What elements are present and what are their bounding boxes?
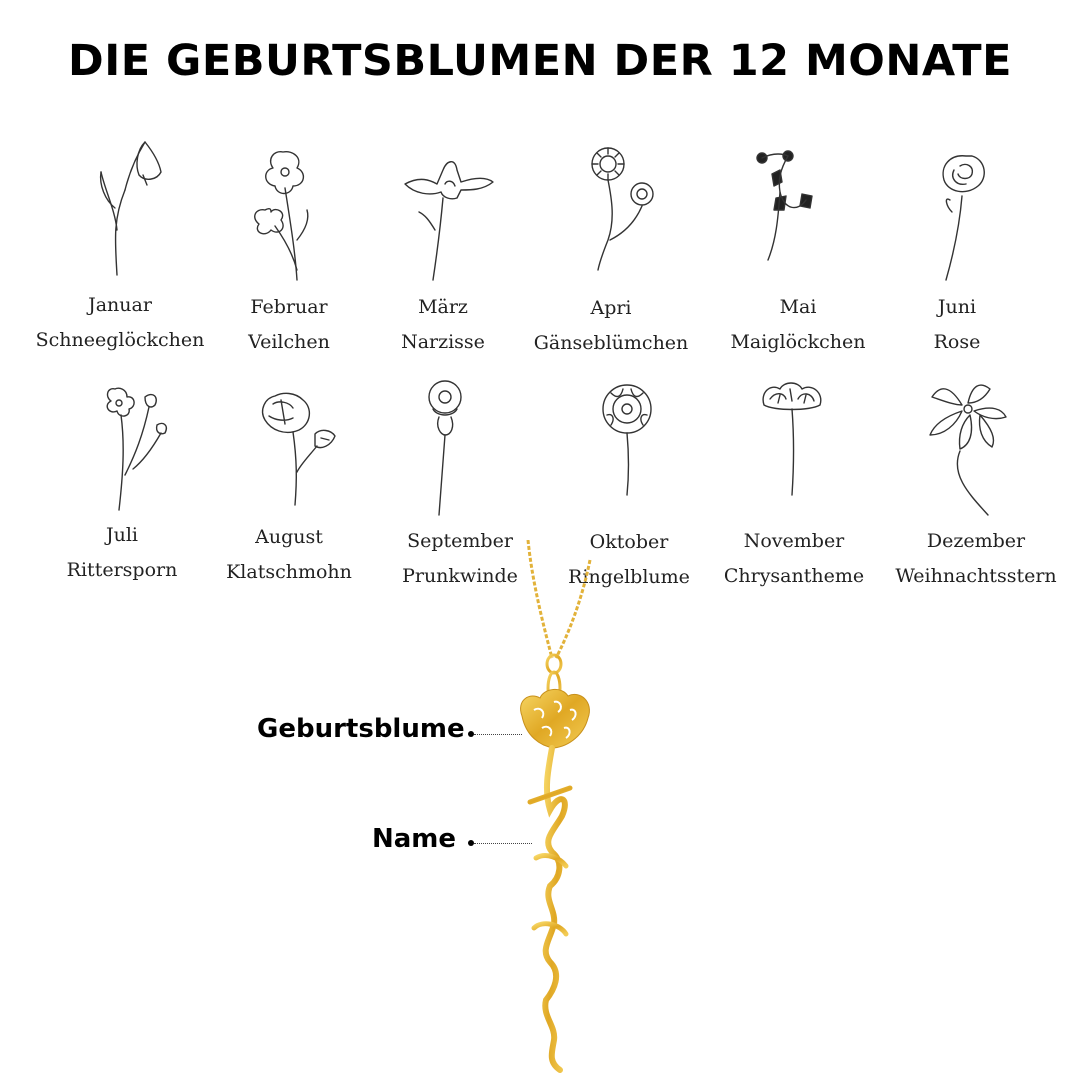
month-label-juni: [857, 290, 1057, 360]
flower-name: Chrysantheme: [723, 565, 865, 587]
month-name: Dezember: [926, 530, 1026, 552]
flower-name: Rose: [933, 331, 981, 353]
flower-name: Rittersporn: [66, 559, 178, 581]
lily-of-the-valley-icon: [740, 140, 850, 290]
month-name: Apri: [590, 297, 632, 319]
snowdrop-icon: [65, 130, 175, 280]
month-name: August: [255, 526, 323, 548]
page-title: DIE GEBURTSBLUMEN DER 12 MONATE: [68, 36, 1012, 86]
callout-line: [474, 843, 532, 844]
flower-name: Weihnachtsstern: [895, 565, 1057, 587]
month-name: Februar: [250, 296, 328, 318]
month-name: September: [407, 530, 513, 552]
month-name: Oktober: [589, 531, 669, 553]
name-callout: Name: [372, 824, 457, 854]
birth-flower-callout: Geburtsblume: [257, 714, 465, 744]
flower-name: Narzisse: [401, 331, 485, 353]
necklace-image: [470, 540, 630, 1080]
month-name: Januar: [88, 294, 152, 316]
flower-name: Klatschmohn: [226, 561, 352, 583]
larkspur-icon: [85, 375, 195, 525]
chrysanthemum-icon: [740, 375, 850, 525]
callout-line: [474, 734, 522, 735]
month-name: November: [743, 530, 845, 552]
daisy-icon: [570, 140, 680, 290]
month-label-dezember: [876, 524, 1076, 594]
morning-glory-icon: [395, 375, 505, 525]
flower-name: Ringelblume: [568, 566, 690, 588]
month-label-august: [189, 520, 389, 590]
month-label-november: [694, 524, 894, 594]
flower-name: Gänseblümchen: [533, 332, 689, 354]
violet-icon: [235, 140, 345, 290]
month-name: Mai: [779, 296, 817, 318]
month-name: Juli: [105, 524, 138, 546]
flower-name: Maiglöckchen: [730, 331, 866, 353]
flower-name: Prunkwinde: [402, 565, 518, 587]
flower-name: Schneeglöckchen: [35, 329, 205, 351]
marigold-icon: [575, 375, 685, 525]
month-label-apri: [511, 291, 711, 361]
rose-icon: [910, 140, 1020, 290]
daffodil-icon: [395, 140, 505, 290]
flower-name: Veilchen: [248, 331, 330, 353]
poinsettia-icon: [920, 375, 1030, 525]
month-name: Juni: [937, 296, 977, 318]
month-name: März: [418, 296, 468, 318]
poppy-icon: [245, 380, 355, 530]
